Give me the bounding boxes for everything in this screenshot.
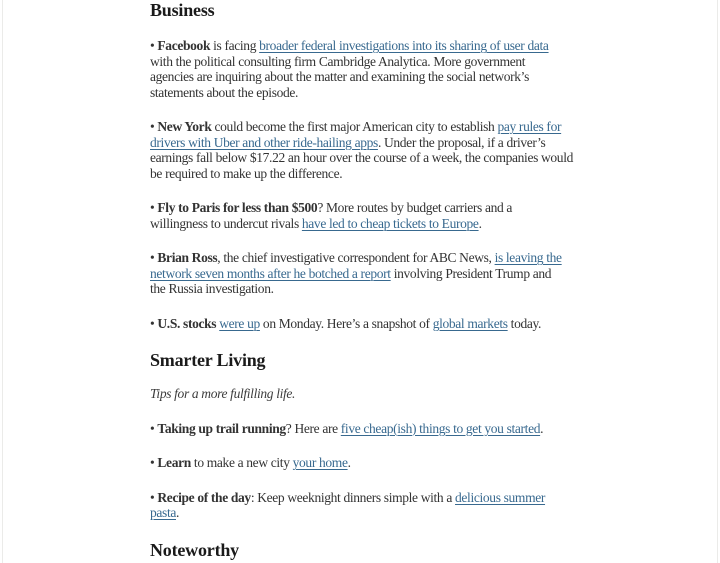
news-item xyxy=(150,200,580,231)
inline-link[interactable]: five cheap(ish) things to get you started xyxy=(340,420,541,436)
body-text: . xyxy=(540,420,544,436)
body-text: the Russia investigation. xyxy=(150,281,274,296)
body-text: . xyxy=(478,215,482,231)
inline-link[interactable]: pasta xyxy=(150,505,176,520)
inline-link[interactable]: network seven months after he botched a report xyxy=(150,265,391,281)
text-line xyxy=(150,216,580,232)
text-line xyxy=(150,85,580,101)
news-item xyxy=(150,386,580,402)
text-line xyxy=(150,250,580,266)
body-text: , the chief investigative correspondent for ABC News, xyxy=(217,250,495,265)
bold-lead: New York xyxy=(157,119,212,134)
bold-lead: Brian Ross xyxy=(157,250,218,265)
body-text: : Keep weeknight dinners simple with a xyxy=(250,489,456,505)
body-text: . xyxy=(176,505,180,520)
news-item xyxy=(150,490,580,521)
text-line xyxy=(150,38,580,54)
text-line xyxy=(150,54,580,70)
body-text: . Under the proposal, if a driver’s xyxy=(377,134,546,150)
text-line xyxy=(150,135,580,151)
text-line xyxy=(150,505,580,521)
text-line xyxy=(150,455,580,471)
body-text: with the political consulting firm Cambridge Analytica. More government xyxy=(150,53,526,69)
body-text: earnings fall below $17.22 an hour over the course of a week, the companies would xyxy=(150,150,574,165)
inline-link[interactable]: drivers with Uber and other ride-hailing apps xyxy=(150,134,378,150)
body-text: . xyxy=(347,455,351,470)
newsletter-content xyxy=(150,0,580,560)
text-line xyxy=(150,386,580,402)
news-item xyxy=(150,421,580,437)
text-line xyxy=(150,119,580,135)
body-text: on Monday. Here’s a snapshot of xyxy=(259,315,433,331)
bold-lead: Taking up trail running xyxy=(157,420,286,436)
news-item xyxy=(150,119,580,181)
body-text: be required to make up the difference. xyxy=(150,165,343,181)
inline-link[interactable]: were up xyxy=(219,315,260,331)
inline-link[interactable]: your home xyxy=(292,455,348,470)
inline-link[interactable]: have led to cheap tickets to Europe xyxy=(301,215,479,231)
body-text: to make a new city xyxy=(190,455,293,470)
inline-link[interactable]: is leaving the xyxy=(494,250,562,265)
news-item xyxy=(150,455,580,471)
body-text: agencies are inquiring about the matter and examining the social network’s xyxy=(150,69,529,84)
body-text: • xyxy=(150,38,158,53)
bold-lead: Fly to Paris for less than $500 xyxy=(157,200,318,215)
body-text: involving President Trump and xyxy=(390,265,552,281)
section-heading-noteworthy: Noteworthy xyxy=(150,539,239,560)
text-line xyxy=(150,69,580,85)
text-line xyxy=(150,316,580,332)
intro-text: Tips for a more fulfilling life. xyxy=(150,386,296,401)
body-text: could become the first major American city to establish xyxy=(211,119,498,134)
text-line xyxy=(150,166,580,182)
section-heading-business: Business xyxy=(150,0,215,20)
text-line xyxy=(150,421,580,437)
bold-lead: Recipe of the day xyxy=(157,489,251,505)
bold-lead: Facebook xyxy=(157,38,211,53)
body-text: ? Here are xyxy=(285,420,341,436)
bold-lead: U.S. stocks xyxy=(157,315,217,331)
news-item xyxy=(150,316,580,332)
inline-link[interactable]: pay rules for xyxy=(497,119,562,134)
text-line xyxy=(150,281,580,297)
section-heading-smarter-living: Smarter Living xyxy=(150,350,266,370)
body-text: today. xyxy=(507,315,542,331)
body-text: • xyxy=(150,315,158,331)
bold-lead: Learn xyxy=(157,455,191,470)
body-text: • xyxy=(150,119,158,134)
text-line xyxy=(150,200,580,216)
body-text: • xyxy=(150,455,158,470)
inline-link[interactable]: global markets xyxy=(432,315,508,331)
body-text: statements about the episode. xyxy=(150,84,299,100)
body-text: willingness to undercut rivals xyxy=(150,215,302,231)
text-line xyxy=(150,150,580,166)
body-text: ? More routes by budget carriers and a xyxy=(317,200,513,215)
inline-link[interactable]: broader federal investigations into its sharing of user data xyxy=(259,38,549,53)
text-line xyxy=(150,490,580,506)
text-line xyxy=(150,266,580,282)
body-text: • xyxy=(150,200,158,215)
body-text: • xyxy=(150,250,158,265)
body-text: • xyxy=(150,489,158,505)
news-item xyxy=(150,38,580,100)
news-item xyxy=(150,250,580,297)
inline-link[interactable]: delicious summer xyxy=(455,489,546,505)
body-text: is facing xyxy=(210,38,260,53)
body-text: • xyxy=(150,420,158,436)
